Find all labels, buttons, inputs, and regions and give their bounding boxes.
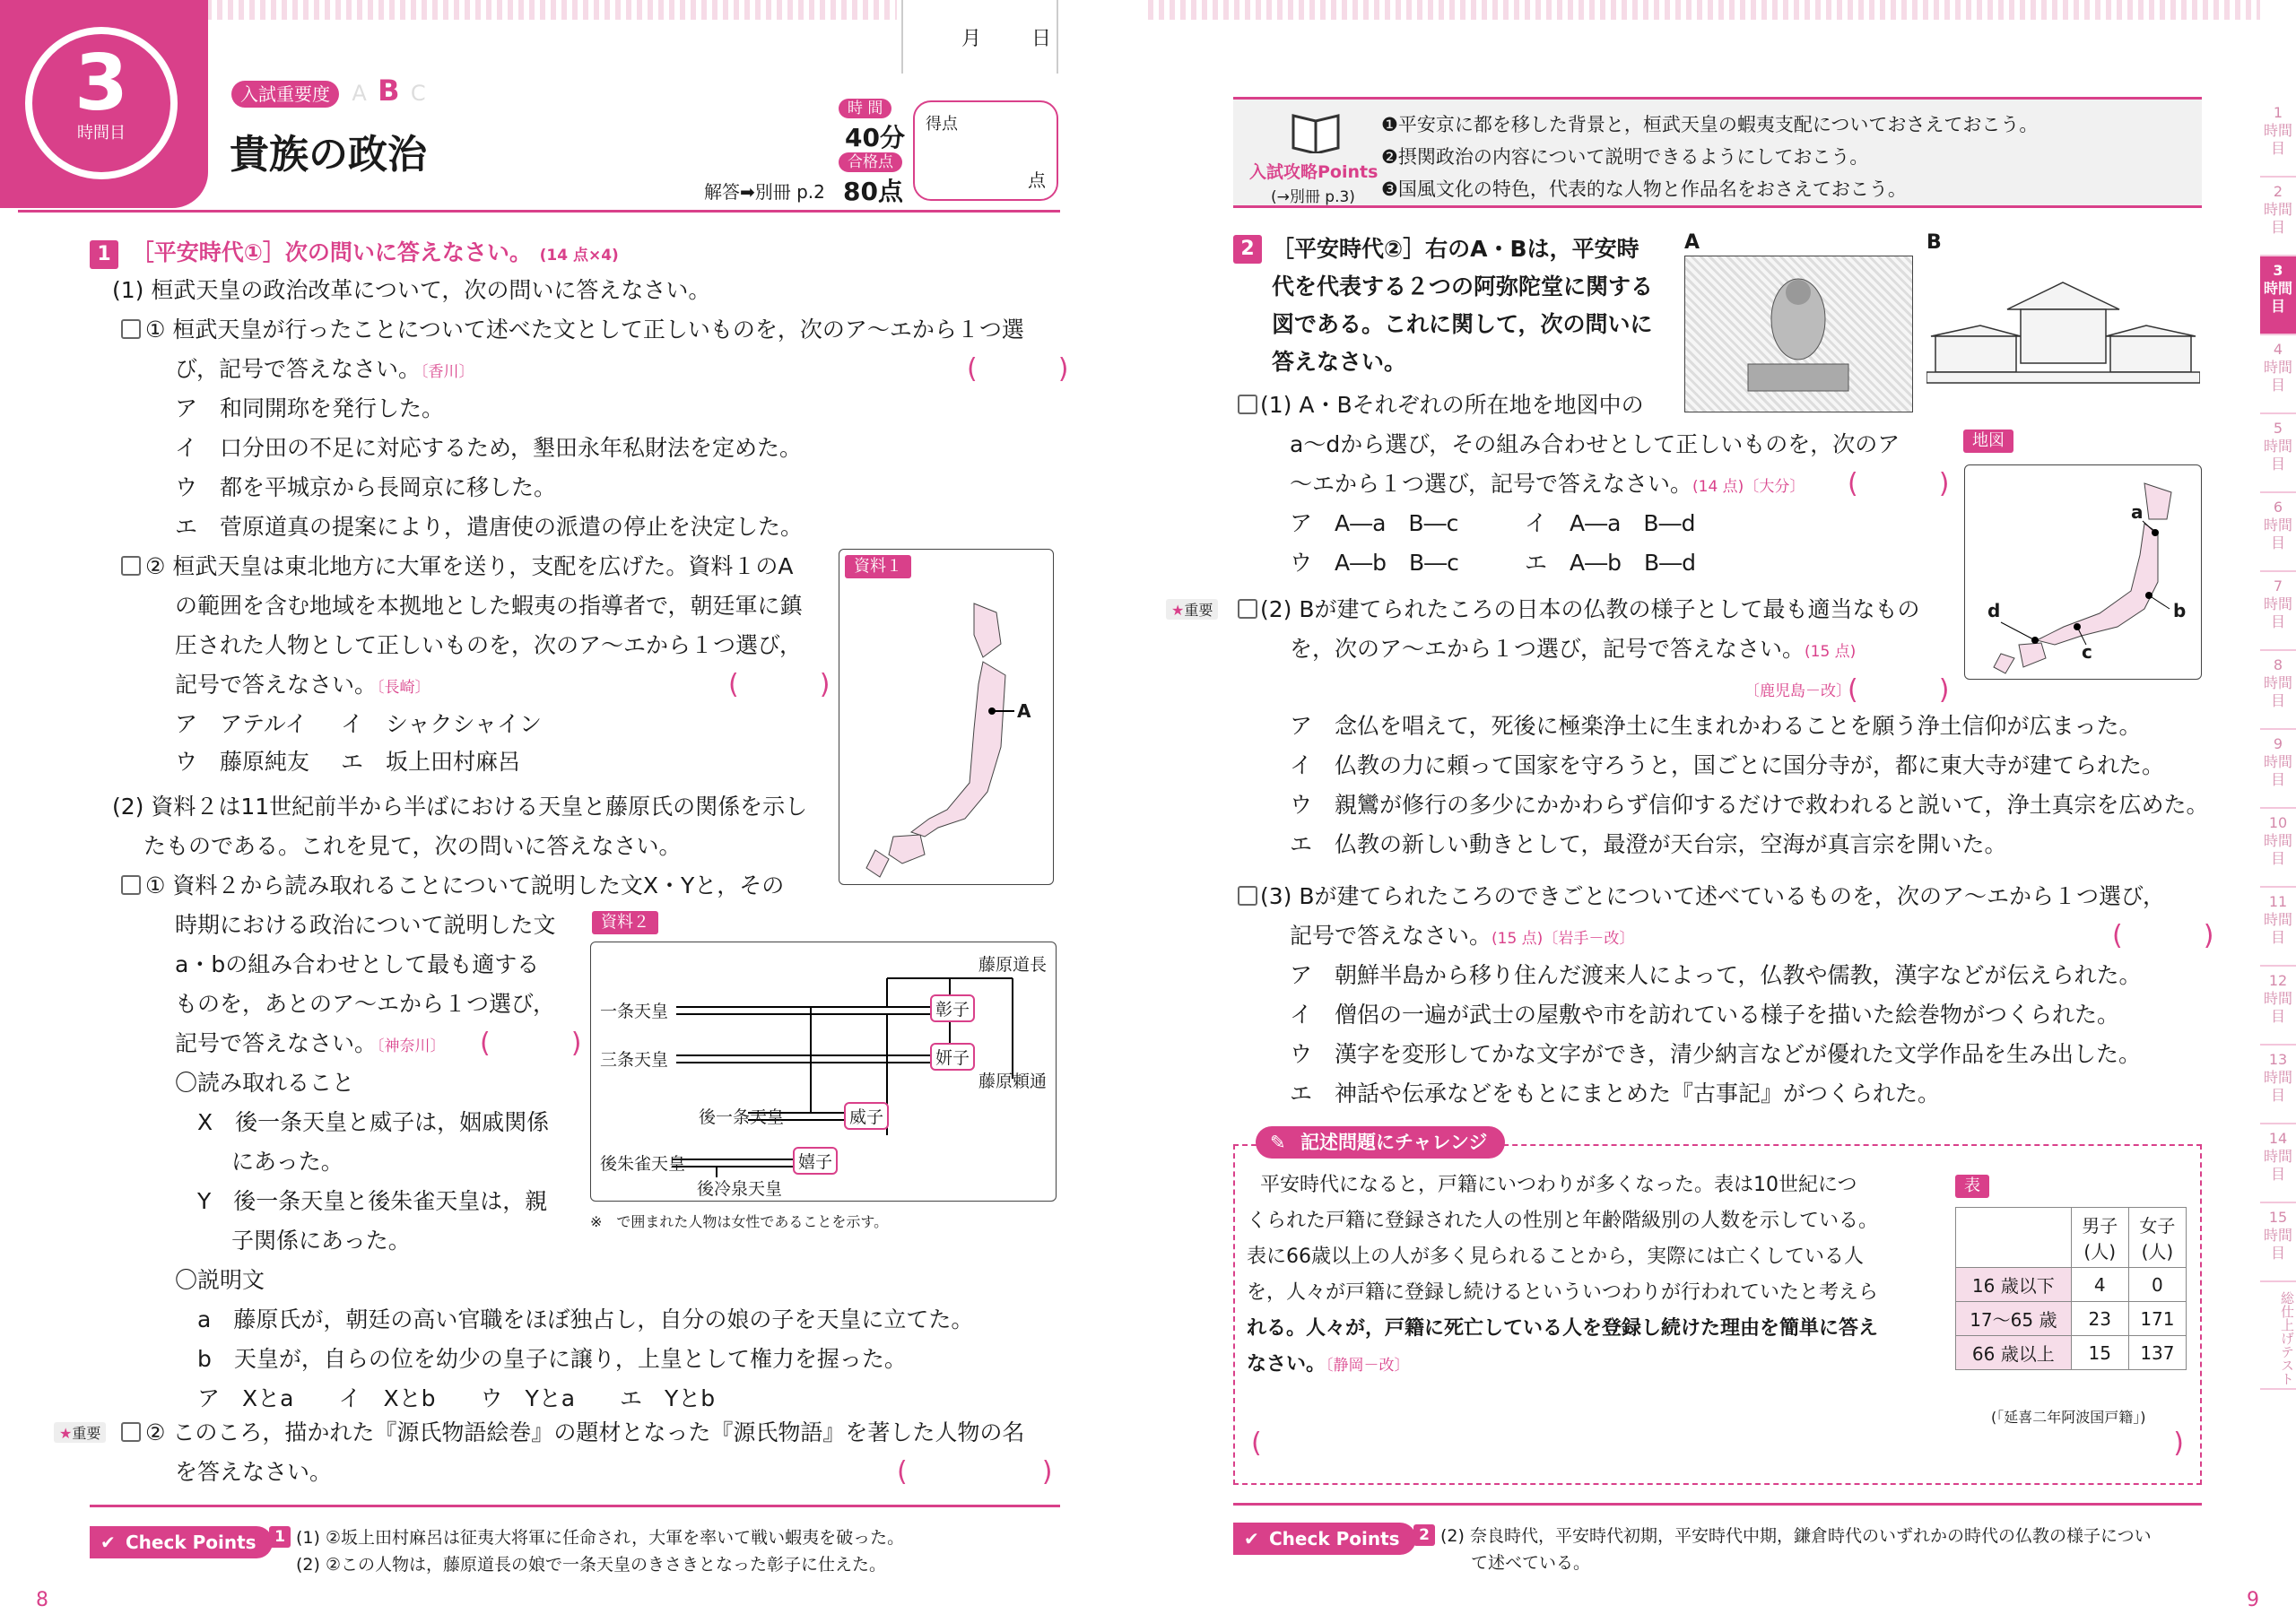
- q1-1-1-text-b-content: び，記号で答えなさい。: [175, 356, 422, 382]
- score-box[interactable]: [913, 100, 1058, 201]
- q2-3-opt-a: ア 朝鮮半島から移り住んだ渡来人によって，仏教や儒教，漢字などが伝えられた。: [1290, 962, 2142, 988]
- side-tab-12[interactable]: 12 時間目: [2260, 967, 2296, 1046]
- challenge-l4: を，人々が戸籍に登録し続けるといういつわりが行われていたと考えら: [1247, 1281, 1879, 1304]
- x-stmt-l2: にあった。: [231, 1149, 344, 1175]
- nyushi-ref: (→別冊 p.3): [1271, 188, 1355, 206]
- challenge-source: 〔静岡－改〕: [1326, 1357, 1410, 1375]
- q1-1-2-opt-c: ウ 藤原純友: [175, 749, 310, 775]
- check-r-line1: (2) 奈良時代，平安時代初期，平安時代中期，鎌倉時代のいずれかの時代の仏教の様子につい: [1440, 1526, 2152, 1546]
- q1-1-2-l3: 圧された人物として正しいものを，次のア～エから１つ選び，: [175, 632, 803, 658]
- q1-2-stem-l1: (2) 資料２は11世紀前半から半ばにおける天皇と藤原氏の関係を示し: [112, 794, 808, 820]
- q1-1-2-checkbox[interactable]: [121, 556, 141, 576]
- side-tab-5[interactable]: 5 時間目: [2260, 414, 2296, 493]
- q2-1-opt-b: イ A―a B―d: [1525, 510, 1696, 536]
- point-2: ❷摂関政治の内容について説明できるようにしておこう。: [1381, 146, 1869, 168]
- side-tab-1[interactable]: 1 時間目: [2260, 99, 2296, 178]
- top-decor-r: [1148, 0, 2260, 20]
- right-page: [1148, 0, 2296, 1623]
- lesson-number: 3: [74, 39, 128, 128]
- challenge-answer[interactable]: ( ): [1251, 1428, 2184, 1459]
- y-stmt-l1: Y 後一条天皇と後朱雀天皇は，親: [197, 1188, 548, 1214]
- q2-1-opt-c: ウ A―b B―c: [1290, 550, 1459, 576]
- map-2-label: 地図: [1963, 430, 2013, 453]
- score-unit: 点: [1028, 169, 1046, 191]
- shiryo2-label: 資料２: [592, 911, 658, 934]
- q1-2-1-l1: ① 資料２から読み取れることについて説明した文X・Yと，その: [145, 872, 785, 898]
- q1-2-1-l5: [175, 1026, 446, 1064]
- lesson-circle: [25, 27, 178, 179]
- row1-female: 0: [2128, 1268, 2186, 1302]
- q2-2-source: 〔鹿児島－改〕: [1744, 682, 1851, 700]
- q2-2-points: (15 点): [1805, 643, 1857, 661]
- q1-1-2-source: 〔長崎〕: [377, 679, 430, 697]
- q1-1-2-l1: ② 桓武天皇は東北地方に大軍を送り，支配を広げた。資料１のA: [145, 553, 794, 579]
- q2-3-l2: [1290, 918, 1634, 957]
- side-tab-8[interactable]: 8 時間目: [2260, 651, 2296, 730]
- tree-note: ※ で囲まれた人物は女性であることを示す。: [590, 1213, 889, 1230]
- row3-male: 15: [2071, 1336, 2128, 1370]
- challenge-title: [1256, 1126, 1505, 1159]
- q2-2-l2-text: を，次のア～エから１つ選び，記号で答えなさい。: [1290, 636, 1805, 662]
- table-label: 表: [1955, 1175, 1989, 1198]
- q1-1-1-opt-b: イ 口分田の不足に対応するため，墾田永年私財法を定めた。: [175, 435, 803, 461]
- tree-kishi: 嬉子: [793, 1147, 838, 1175]
- tree-michinaga: 藤原道長: [978, 955, 1047, 975]
- page-number-right: 9: [2247, 1589, 2259, 1611]
- check-r-line2: て述べている。: [1471, 1553, 1591, 1573]
- img-b-hall: [1926, 256, 2200, 412]
- q1-2-1-source: 〔神奈川〕: [377, 1037, 446, 1055]
- challenge-l6: [1247, 1347, 1410, 1384]
- nyushi-box: [1233, 97, 2202, 208]
- answer-ref: 解答➡別冊 p.2: [704, 181, 825, 203]
- q1-2-1-l3: a・bの組み合わせとして最も適する: [175, 951, 540, 977]
- q2-stem-l3: 図である。これに関して，次の問いに: [1272, 311, 1653, 337]
- img-a-amida: [1684, 256, 1913, 412]
- score-label: 得点: [926, 115, 958, 134]
- tree-goichijo: 後一条天皇: [699, 1107, 785, 1127]
- challenge-label: 記述問題にチャレンジ: [1300, 1132, 1488, 1153]
- importance-row: [231, 74, 426, 108]
- q1-2-1-l5-text: 記号で答えなさい。: [175, 1030, 378, 1056]
- q2-number: [1233, 235, 1262, 264]
- q2-3-checkbox[interactable]: [1238, 886, 1257, 906]
- q2-2-l2: [1290, 631, 1856, 670]
- q2-3-answer[interactable]: ( ): [2112, 920, 2214, 951]
- date-box[interactable]: [901, 0, 1058, 74]
- importance-grade-c: C: [410, 81, 426, 106]
- map-point-a: a: [2131, 501, 2144, 523]
- tree-shoshi: 彰子: [930, 994, 975, 1022]
- q2-3-l1: (3) Bが建てられたころのできごとについて述べているものを，次のア～エから１つ選び，: [1260, 883, 2166, 909]
- pencil-icon: ✎: [1270, 1132, 1286, 1153]
- check-label-r: Check Points: [1269, 1528, 1400, 1549]
- q2-1-opt-a: ア A―a B―c: [1290, 510, 1459, 536]
- q1-1-1-checkbox[interactable]: [121, 319, 141, 339]
- q1-1-2-opt-b: イ シャクシャイン: [341, 711, 543, 737]
- row3-age: 66 歳以上: [1956, 1336, 2072, 1370]
- shiryo1-map: [839, 549, 1054, 885]
- q1-1-1-source: 〔香川〕: [421, 363, 474, 381]
- side-tab-15[interactable]: 15 時間目: [2260, 1203, 2296, 1282]
- challenge-l1: 平安時代になると，戸籍にいつわりが多くなった。表は10世紀につ: [1260, 1174, 1857, 1196]
- q2-1-l3-text: ～エから１つ選び，記号で答えなさい。: [1290, 471, 1693, 497]
- q1-number: 1: [90, 240, 118, 269]
- challenge-l6-text: なさい。: [1247, 1353, 1326, 1376]
- family-tree: [590, 942, 1057, 1202]
- challenge-l2: くられた戸籍に登録された人の性別と年齢階級別の人数を示している。: [1247, 1210, 1879, 1232]
- check-rule-l: [90, 1505, 1060, 1507]
- importance-grade-a: A: [352, 81, 367, 106]
- check-num-l: 1: [269, 1526, 291, 1548]
- q1-2-2-l1: ② このころ，描かれた『源氏物語絵巻』の題材となった『源氏物語』を著した人物の名: [145, 1419, 1025, 1445]
- population-table: [1955, 1207, 2187, 1370]
- q1-1-2-opt-a: ア アテルイ: [175, 711, 308, 737]
- setsumei-label: 〇説明文: [175, 1267, 265, 1293]
- phoenix-hall-icon: [1926, 256, 2200, 412]
- q1-2-1-opts: ア Xとa イ Xとb ウ Yとa エ Yとb: [197, 1385, 716, 1411]
- q1-1-stem: (1) 桓武天皇の政治改革について，次の問いに答えなさい。: [112, 277, 711, 303]
- q2-2-checkbox[interactable]: [1238, 599, 1257, 619]
- check-label-l: Check Points: [126, 1532, 257, 1553]
- side-tab-13[interactable]: 13 時間目: [2260, 1046, 2296, 1124]
- q1-1-1-opt-c: ウ 都を平城京から長岡京に移した。: [175, 474, 557, 500]
- q1-1-1-answer[interactable]: ( ): [967, 353, 1069, 385]
- point-3: ❸国風文化の特色，代表的な人物と作品名をおさえておこう。: [1381, 178, 1907, 200]
- q1-1-2-l4-text: 記号で答えなさい。: [175, 672, 378, 698]
- row3-female: 137: [2128, 1336, 2186, 1370]
- q1-header-text: ［平安時代①］次の問いに答えなさい。: [131, 239, 532, 265]
- row1-age: 16 歳以下: [1956, 1268, 2072, 1302]
- q1-2-2-checkbox[interactable]: [121, 1422, 141, 1442]
- page-number-left: 8: [36, 1589, 48, 1611]
- side-tab-2[interactable]: 2 時間目: [2260, 178, 2296, 256]
- q2-1-opt-d: エ A―b B―d: [1525, 550, 1696, 576]
- tree-sanjo: 三条天皇: [600, 1050, 669, 1070]
- point-1: ❶平安京に都を移した背景と，桓武天皇の蝦夷支配についておさえておこう。: [1381, 114, 2039, 135]
- check-points-l: ✔ Check Points: [90, 1526, 273, 1558]
- tree-ichijo: 一条天皇: [600, 1002, 669, 1021]
- q2-stem-l1: ［平安時代②］右のA・Bは，平安時: [1272, 236, 1639, 262]
- q2-2-opt-a: ア 念仏を唱えて，死後に極楽浄土に生まれかわることを願う浄土信仰が広まった。: [1290, 713, 2142, 739]
- q1-1-1-text-b: [175, 352, 474, 390]
- top-decor: [206, 0, 897, 20]
- side-tab-11[interactable]: 11 時間目: [2260, 888, 2296, 967]
- q2-stem-l4: 答えなさい。: [1272, 349, 1407, 375]
- header-rule: [18, 210, 1060, 213]
- row2-age: 17～65 歳: [1956, 1302, 2072, 1336]
- q2-3-opt-b: イ 僧侶の一遍が武士の屋敷や市を訪れている様子を描いた絵巻物がつくられた。: [1290, 1002, 2120, 1028]
- th-female: 女子 (人): [2128, 1208, 2186, 1268]
- date-month: 月: [961, 28, 982, 50]
- row1-male: 4: [2071, 1268, 2128, 1302]
- q2-stem-l2: 代を代表する２つの阿弥陀堂に関する: [1272, 273, 1654, 299]
- side-tab-final[interactable]: 総仕上げテスト: [2260, 1282, 2296, 1390]
- x-stmt-l1: X 後一条天皇と威子は，姻戚関係: [197, 1109, 550, 1135]
- a-stmt: a 藤原氏が，朝廷の高い官職をほぼ独占し，自分の娘の子を天皇に立てた。: [197, 1306, 974, 1332]
- q2-1-l2: a～dから選び，その組み合わせとして正しいものを，次のア: [1290, 431, 1900, 457]
- tree-ishi: 威子: [844, 1102, 889, 1130]
- q2-2-answer[interactable]: ( ): [1848, 674, 1950, 706]
- q2-1-l1: (1) A・Bそれぞれの所在地を地図中の: [1260, 392, 1644, 418]
- side-tab-14[interactable]: 14 時間目: [2260, 1124, 2296, 1203]
- map-point-c: c: [2082, 641, 2092, 663]
- q1-2-stem-l2: たものである。これを見て，次の問いに答えなさい。: [144, 833, 682, 859]
- img-b-label: B: [1926, 231, 1942, 254]
- q2-3-source: (15 点)〔岩手－改〕: [1492, 930, 1635, 948]
- pass-value: 80点: [843, 177, 903, 206]
- q1-2-1-l4: ものを，あとのア～エから１つ選び，: [175, 991, 556, 1017]
- th-empty: [1956, 1208, 2072, 1268]
- img-a-label: A: [1684, 231, 1700, 254]
- check-l-line1: (1) ②坂上田村麻呂は征夷大将軍に任命され，大軍を率いて戦い蝦夷を破った。: [296, 1528, 905, 1548]
- th-male: 男子 (人): [2071, 1208, 2128, 1268]
- tree-yorimichi: 藤原頼通: [978, 1072, 1047, 1091]
- side-tab-7[interactable]: 7 時間目: [2260, 572, 2296, 651]
- map-label-a: A: [1017, 700, 1031, 722]
- b-stmt: b 天皇が，自らの位を幼少の皇子に譲り，上皇として権力を握った。: [197, 1346, 907, 1372]
- q2-1-source: (14 点)〔大分〕: [1692, 478, 1805, 496]
- tree-goreizei: 後冷泉天皇: [697, 1179, 783, 1199]
- importance-grade-b: B: [378, 74, 400, 108]
- juyo-badge-2: ★重要: [1166, 599, 1218, 620]
- importance-label: 入試重要度: [231, 81, 339, 108]
- challenge-l3: 表に66歳以上の人が多く見られることから，実際には亡くしている人: [1247, 1245, 1864, 1268]
- shiryo1-label: 資料１: [845, 555, 911, 578]
- q2-num-text: 2: [1233, 235, 1262, 264]
- map-2: [1964, 431, 2202, 680]
- tree-kenshi: 妍子: [930, 1043, 975, 1071]
- q1-1-1-opt-d: エ 菅原道真の提案により，遣唐使の派遣の停止を決定した。: [175, 514, 804, 540]
- check-rule-r: [1233, 1503, 2202, 1506]
- q2-1-answer[interactable]: ( ): [1848, 468, 1950, 499]
- q1-2-2-l2: を答えなさい。: [175, 1459, 333, 1485]
- q1-2-1-checkbox[interactable]: [121, 875, 141, 895]
- lesson-unit: 時間目: [77, 124, 126, 143]
- row2-female: 171: [2128, 1302, 2186, 1336]
- book-icon: [1289, 108, 1343, 153]
- q1-1-1-text: ① 桓武天皇が行ったことについて述べた文として正しいものを，次のア～エから１つ選: [145, 317, 1024, 343]
- q1-2-1-l2: 時期における政治について説明した文: [175, 912, 556, 938]
- check-l-line2: (2) ②この人物は，藤原道長の娘で一条天皇のきさきとなった彰子に仕えた。: [296, 1555, 886, 1575]
- q1-1-2-opt-d: エ 坂上田村麻呂: [341, 749, 521, 775]
- side-tab-9[interactable]: 9 時間目: [2260, 730, 2296, 809]
- juyo-badge-1: ★重要: [54, 1422, 106, 1443]
- table-source: (「延喜二年阿波国戸籍」): [1991, 1409, 2146, 1426]
- side-tab-10[interactable]: 10 時間目: [2260, 809, 2296, 888]
- q1-1-2-l4: [175, 667, 430, 706]
- side-tab-3[interactable]: 3 時間目: [2260, 256, 2296, 335]
- row2-male: 23: [2071, 1302, 2128, 1336]
- y-stmt-l2: 子関係にあった。: [231, 1228, 411, 1254]
- check-points-r: ✔ Check Points: [1233, 1523, 1416, 1555]
- q2-1-l3: [1290, 466, 1805, 505]
- date-day: 日: [1031, 28, 1052, 50]
- time-label: 時 間: [839, 99, 891, 118]
- map-point-d: d: [1987, 600, 2001, 621]
- juyo-text-2: 重要: [1184, 602, 1213, 619]
- q1-1-1-opt-a: ア 和同開珎を発行した。: [175, 395, 445, 421]
- q1-header: [90, 235, 619, 273]
- check-num-r: 2: [1413, 1524, 1435, 1546]
- q1-2-2-answer[interactable]: ( ): [897, 1456, 1053, 1488]
- q2-2-l1: (2) Bが建てられたころの日本の仏教の様子として最も適当なもの: [1260, 596, 1920, 622]
- time-value: 40分: [845, 123, 905, 152]
- q2-1-checkbox[interactable]: [1238, 395, 1257, 414]
- side-tab-4[interactable]: 4 時間目: [2260, 335, 2296, 414]
- q2-2-opt-b: イ 仏教の力に頼って国家を守ろうと，国ごとに国分寺が，都に東大寺が建てられた。: [1290, 752, 2165, 778]
- q1-1-2-l2: の範囲を含む地域を本拠地とした蝦夷の指導者で，朝廷軍に鎮: [175, 593, 803, 619]
- pass-label: 合格点: [839, 152, 902, 172]
- side-tab-6[interactable]: 6 時間目: [2260, 493, 2296, 572]
- q1-1-2-answer[interactable]: ( ): [728, 669, 831, 700]
- tree-gosuzaku: 後朱雀天皇: [600, 1154, 686, 1174]
- q1-points: (14 点×4): [539, 247, 619, 265]
- juyo-text-1: 重要: [72, 1425, 101, 1442]
- amida-statue-icon: [1685, 256, 1911, 411]
- challenge-l5: れる。人々が，戸籍に死亡している人を登録し続けた理由を簡単に答え: [1247, 1317, 1879, 1340]
- q2-2-opt-c: ウ 親鸞が修行の多少にかかわらず信仰するだけで救われると説いて，浄土真宗を広めた。: [1290, 792, 2209, 818]
- nyushi-label: 入試攻略Points: [1249, 162, 1378, 182]
- page-title: 貴族の政治: [230, 132, 427, 178]
- q2-3-l2-text: 記号で答えなさい。: [1290, 923, 1492, 949]
- yomitori-label: 〇読み取れること: [175, 1070, 355, 1096]
- q2-2-opt-d: エ 仏教の新しい動きとして，最澄が天台宗，空海が真言宗を開いた。: [1290, 831, 2007, 857]
- map-point-b: b: [2173, 600, 2187, 621]
- q1-2-1-answer[interactable]: ( ): [480, 1028, 582, 1059]
- q2-3-opt-c: ウ 漢字を変形してかな文字ができ，清少納言などが優れた文学作品を生み出した。: [1290, 1041, 2142, 1067]
- q2-3-opt-d: エ 神話や伝承などをもとにまとめた『古事記』がつくられた。: [1290, 1081, 1941, 1107]
